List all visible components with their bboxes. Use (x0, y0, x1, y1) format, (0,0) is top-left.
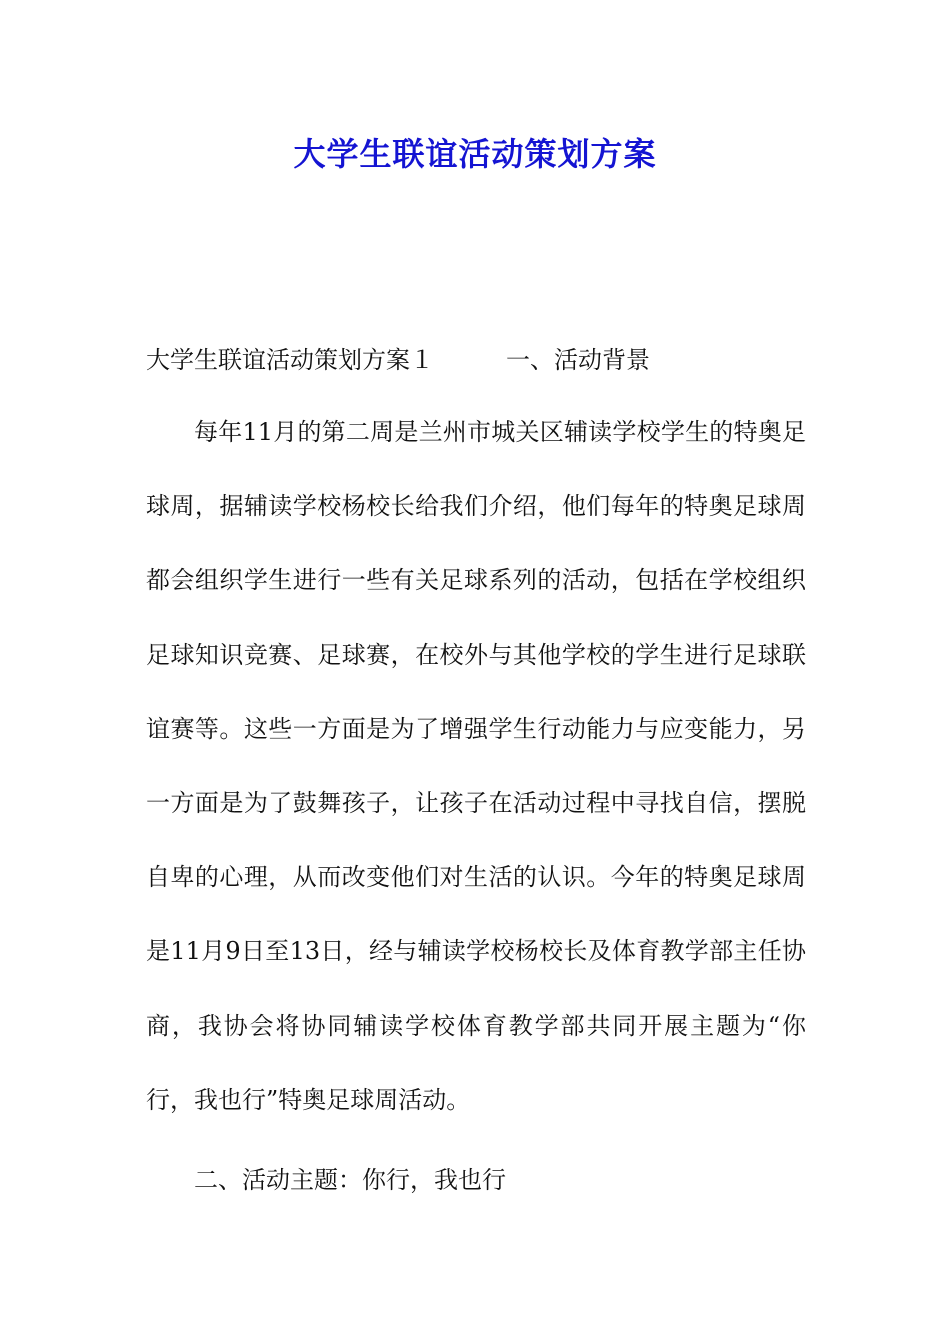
paragraph-background: 每年11月的第二周是兰州市城关区辅读学校学生的特奥足球周，据辅读学校杨校长给我们介绍，他们每年的特奥足球周都会组织学生进行一些有关足球系列的活动，包括在学校组织足球知识竞赛、足球赛，在校外与其他学校的学生进行足球联谊赛等。这些一方面是为了增强学生行动能力与应变能力，另一方面是为了鼓舞孩子，让孩子在活动过程中寻找自信，摆脱自卑的心理，从而改变他们对生活的认识。今年的特奥足球周是11月9日至13日，经与辅读学校杨校长及体育教学部主任协商，我协会将协同辅读学校体育教学部共同开展主题为“你行，我也行”特奥足球周活动。 (146, 418, 806, 1114)
paragraph-theme: 二、活动主题：你行，我也行 (194, 1166, 506, 1194)
section-heading-line: 大学生联谊活动策划方案１ 一、活动背景 (146, 346, 650, 374)
document-title: 大学生联谊活动策划方案 (293, 135, 657, 173)
